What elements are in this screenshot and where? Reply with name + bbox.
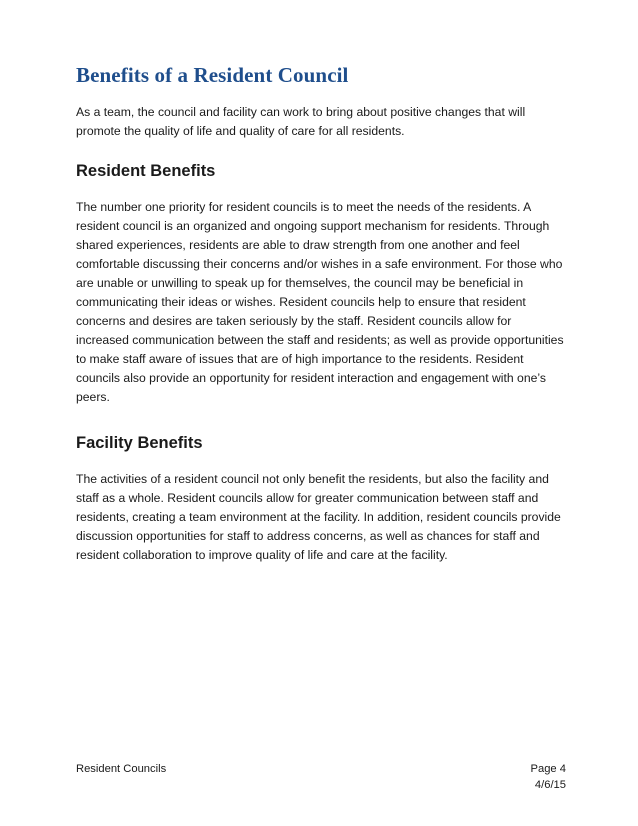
intro-paragraph: As a team, the council and facility can work to bring about positive changes that will promote the quality of life and quality of care for all residents. xyxy=(76,105,526,138)
section-heading-facility-benefits: Facility Benefits xyxy=(76,434,203,452)
section-heading-resident-benefits: Resident Benefits xyxy=(76,162,216,180)
section-body-facility-benefits: The activities of a resident council not only benefit the residents, but also the facility and staff as a whole. Resident councils allow for greater communication between staff and residents, creating a team environment at the facility. In addition, resident councils provide discussion opportunities for staff to address concerns, as well as chances for staff and resident collaboration to improve quality of life and care at the facility. xyxy=(76,472,561,562)
section-body-resident-benefits: The number one priority for resident councils is to meet the needs of the residents. A resident council is an organized and ongoing support mechanism for residents. Through shared experiences, residents are able to draw strength from one another and feel comfortable discussing their concerns and/or wishes in a safe environment. For those who are unable or unwilling to speak up for themselves, the council may be beneficial in communicating their ideas or wishes. Resident councils help to ensure that resident concerns and desires are taken seriously by the staff. Resident councils allow for increased communication between the staff and residents; as well as provide opportunities to make staff aware of issues that are of high importance to the residents. Resident councils also provide an opportunity for resident interaction and engagement with one’s peers. xyxy=(76,200,564,404)
footer-date: 4/6/15 xyxy=(534,779,566,791)
page-title: Benefits of a Resident Council xyxy=(76,63,349,87)
footer-document-name: Resident Councils xyxy=(76,763,167,775)
page-content xyxy=(76,62,566,565)
footer-page-number: Page 4 xyxy=(530,763,566,775)
footer-page-info xyxy=(531,761,566,793)
